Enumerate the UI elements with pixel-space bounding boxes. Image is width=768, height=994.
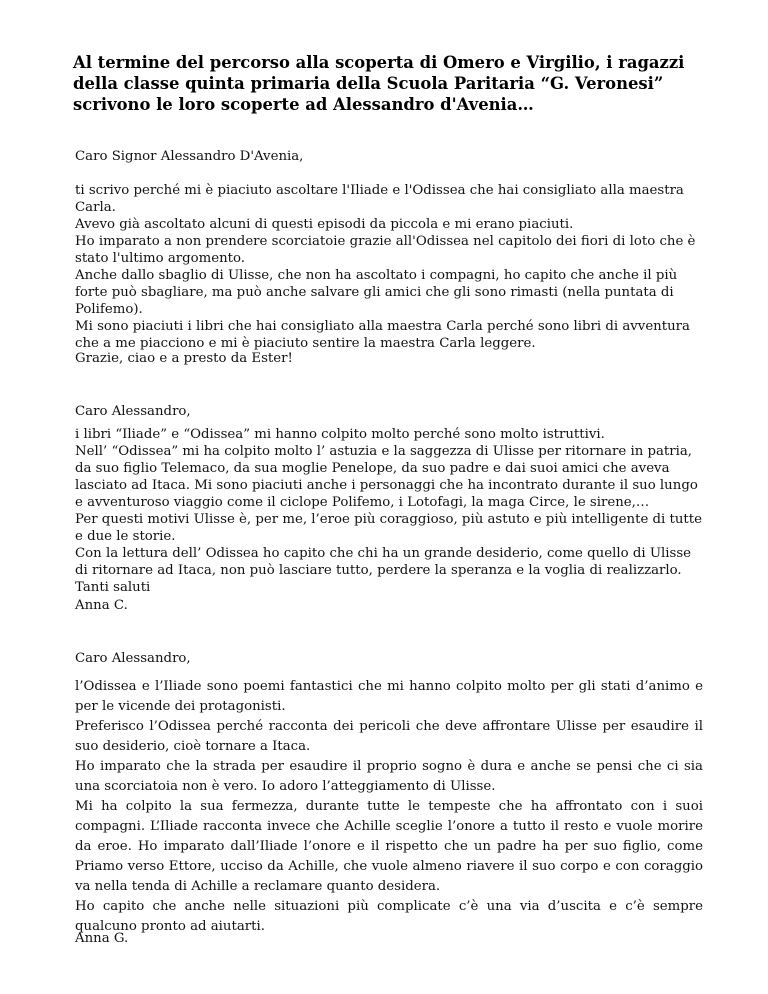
letter-3-closing: Anna G. [75,931,129,946]
document-title: Al termine del percorso alla scoperta di Omero e Virgilio, i ragazzi della classe quinta primaria della Scuola Paritaria “G. Veronesi” scrivono le loro scoperte ad Alessandro d'Avenia… [73,53,685,114]
letter-2-line-3: Per questi motivi Ulisse è, per me, l’eroe più coraggioso, più astuto e più intelligente di tutte e due le storie. [75,512,702,544]
letter-3-greeting: Caro Alessandro, [75,651,191,666]
letter-2-line-4: Con la lettura dell’ Odissea ho capito che chi ha un grande desiderio, come quello di Ulisse di ritornare ad Itaca, non può lasciare tutto, perdere la speranza e la voglia di realizzarlo. [75,546,692,578]
letter-2-greeting: Caro Alessandro, [75,404,191,419]
letter-1-line-1: ti scrivo perché mi è piaciuto ascoltare l'Iliade e l'Odissea che hai consigliato alla maestra Carla. [75,183,684,215]
letter-1-closing: Grazie, ciao e a presto da Ester! [75,351,293,366]
letter-1-line-2: Avevo già ascoltato alcuni di questi episodi da piccola e mi erano piaciuti. [75,217,574,232]
letter-2-line-5: Tanti saluti [75,580,151,595]
letter-1-line-3: Ho imparato a non prendere scorciatoie grazie all'Odissea nel capitolo dei fiori di loto che è stato l'ultimo argomento. [75,234,696,266]
letter-1-body [75,182,703,352]
letter-2-closing: Anna C. [75,598,128,613]
letter-3-line-1: l’Odissea e l’Iliade sono poemi fantastici che mi hanno colpito molto per gli stati d’animo e per le vicende dei protagonisti. [75,679,703,714]
letter-1-line-5: Mi sono piaciuti i libri che hai consigliato alla maestra Carla perché sono libri di avventura che a me piacciono e mi è piaciuto sentire la maestra Carla leggere. [75,319,690,351]
letter-1-greeting: Caro Signor Alessandro D'Avenia, [75,149,304,164]
letter-2-body [75,426,703,596]
letter-3-line-4: Mi ha colpito la sua fermezza, durante tutte le tempeste che ha affrontato con i suoi compagni. L’Iliade racconta invece che Achille sceglie l’onore a tutto il resto e vuole morire da eroe. Ho imparato dall’Iliade l’onore e il rispetto che un padre ha per suo figlio, come Priamo verso Ettore, ucciso da Achille, che vuole almeno riavere il suo corpo e con coraggio va nella tenda di Achille a reclamare quanto desidera. [75,799,703,894]
letter-1-line-4: Anche dallo sbaglio di Ulisse, che non ha ascoltato i compagni, ho capito che anche il più forte può sbagliare, ma può anche salvare gli amici che gli sono rimasti (nella puntata di Polifemo). [75,268,678,317]
letter-3-line-3: Ho imparato che la strada per esaudire il proprio sogno è dura e anche se pensi che ci sia una scorciatoia non è vero. Io adoro l’atteggiamento di Ulisse. [75,759,703,794]
letter-2-line-1: i libri “Iliade” e “Odissea” mi hanno colpito molto perché sono molto istruttivi. [75,427,605,442]
letter-3-body [75,677,703,937]
letter-2-line-2: Nell’ “Odissea” mi ha colpito molto l’ astuzia e la saggezza di Ulisse per ritornare in patria, da suo figlio Telemaco, da sua moglie Penelope, da suo padre e dai suoi amici che aveva lasciato ad Itaca. Mi sono piaciuti anche i personaggi che ha incontrato durante il suo lungo e avventuroso viaggio come il ciclope Polifemo, i Lotofagi, la maga Circe, le sirene,… [75,444,698,510]
letter-3-line-2: Preferisco l’Odissea perché racconta dei pericoli che deve affrontare Ulisse per esaudire il suo desiderio, cioè tornare a Itaca. [75,719,703,754]
letter-3-line-5: Ho capito che anche nelle situazioni più complicate c’è una via d’uscita e c’è sempre qualcuno pronto ad aiutarti. [75,899,703,934]
